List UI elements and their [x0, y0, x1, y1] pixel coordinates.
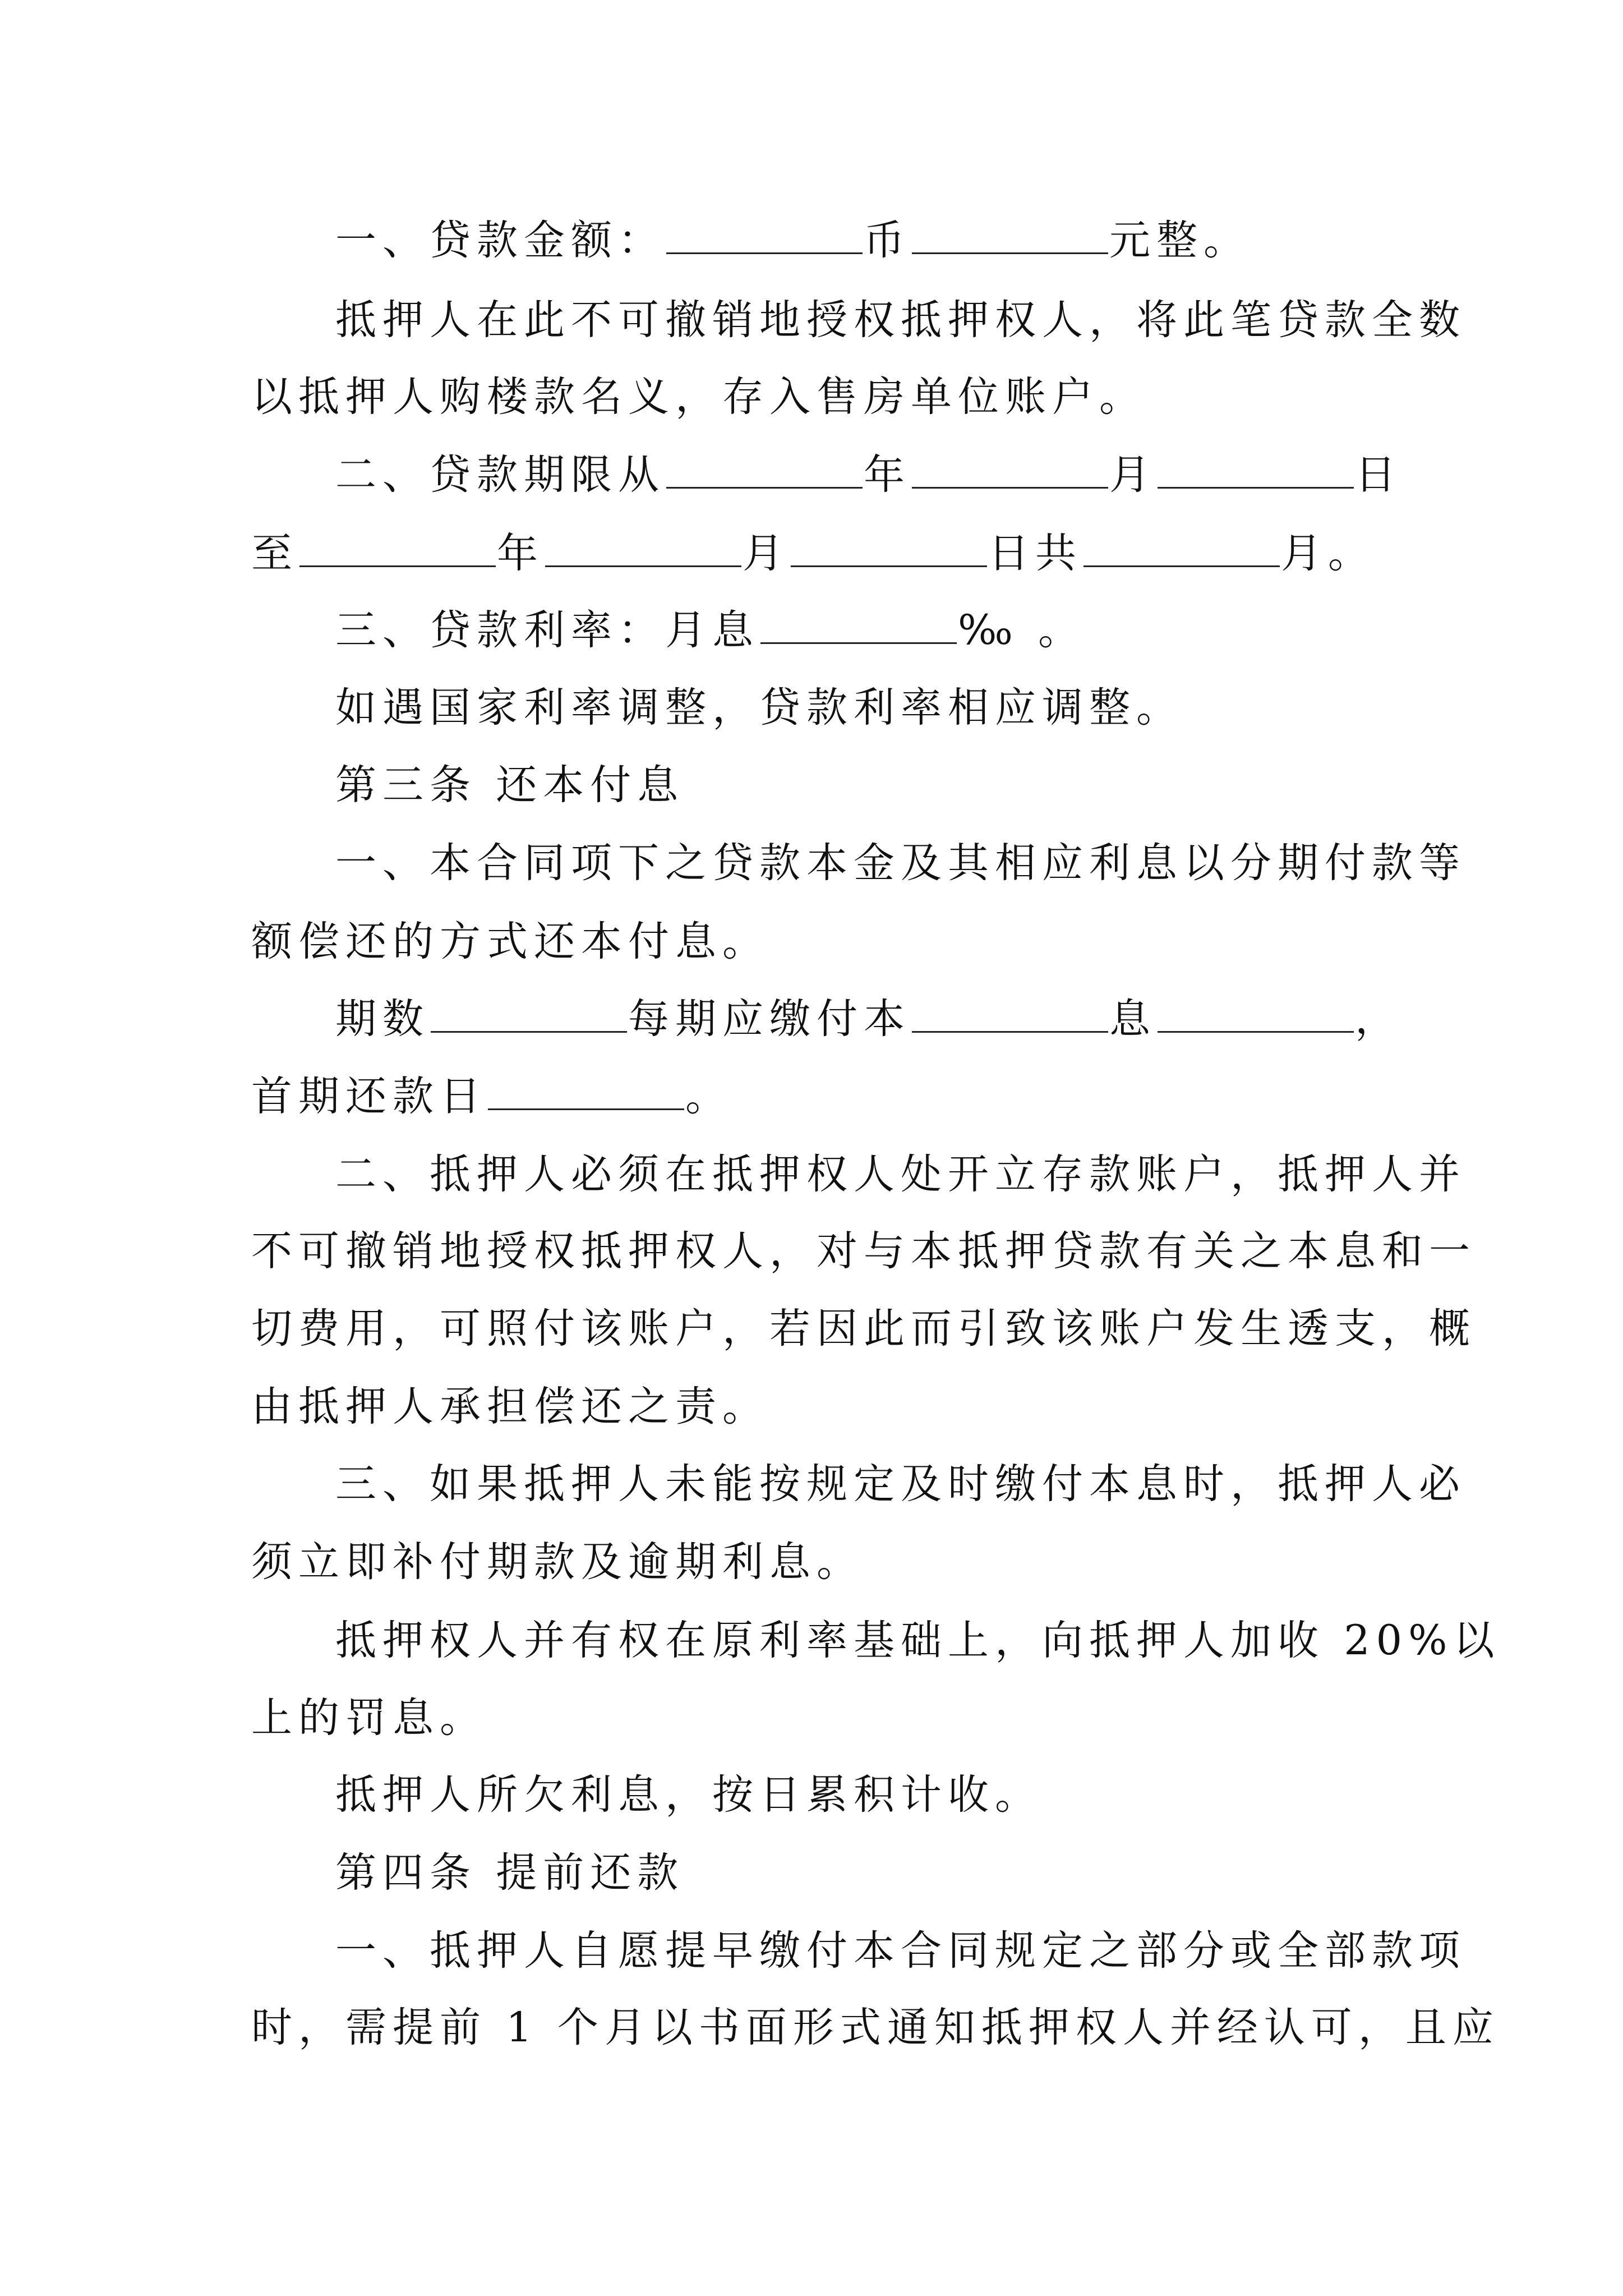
- blank-field: [545, 563, 741, 567]
- text-segment: 上的罚息。: [251, 1694, 487, 1742]
- text-segment: 年: [497, 530, 544, 577]
- paragraph-line: [251, 1305, 1476, 1352]
- text-segment: 抵押人所欠利息，按日累积计收。: [335, 1771, 1042, 1819]
- first-repayment-line: [251, 1073, 732, 1120]
- text-segment: 月: [743, 530, 790, 577]
- blank-field: [488, 1106, 684, 1110]
- blank-field: [912, 250, 1108, 254]
- paragraph-line: [251, 1383, 769, 1430]
- blank-field: [912, 1029, 1108, 1033]
- paragraph-line: [251, 373, 1146, 421]
- loan-term-line-end: [251, 530, 1375, 577]
- text-segment: 二、贷款期限从: [335, 451, 665, 499]
- text-segment: 抵押人在此不可撤销地授权抵押权人，将此笔贷款全数: [335, 296, 1466, 344]
- blank-field: [791, 563, 987, 567]
- paragraph-line: [335, 1617, 1501, 1664]
- text-segment: 第四条 提前还款: [335, 1849, 685, 1897]
- blank-field: [912, 485, 1108, 489]
- paragraph-line: [335, 1460, 1466, 1508]
- loan-term-line: [335, 451, 1402, 499]
- text-segment: 时，需提前 1 个月以书面形式通知抵押权人并经认可，且应: [251, 2004, 1500, 2051]
- text-segment: 月。: [1281, 530, 1375, 577]
- blank-field: [1158, 1029, 1354, 1033]
- paragraph-line: [335, 1151, 1466, 1198]
- text-segment: 额偿还的方式还本付息。: [251, 918, 769, 965]
- text-segment: 币: [864, 217, 911, 264]
- paragraph-line: [251, 918, 769, 965]
- blank-field: [666, 250, 863, 254]
- blank-field: [1083, 563, 1280, 567]
- text-segment: 三、如果抵押人未能按规定及时缴付本息时，抵押人必: [335, 1460, 1466, 1508]
- text-segment: 三、贷款利率：月息: [335, 606, 759, 654]
- blank-field: [1158, 485, 1354, 489]
- installment-line: [335, 995, 1402, 1043]
- text-segment: 息: [1109, 995, 1156, 1043]
- text-segment: 一、本合同项下之贷款本金及其相应利息以分期付款等: [335, 839, 1466, 887]
- text-segment: 年: [864, 451, 911, 499]
- text-segment: 切费用，可照付该账户，若因此而引致该账户发生透支，概: [251, 1305, 1476, 1352]
- paragraph-line: [251, 1694, 487, 1742]
- paragraph-line: [251, 1227, 1476, 1275]
- section-heading: [335, 1849, 685, 1897]
- text-segment: 抵押权人并有权在原利率基础上，向抵押人加收 20%以: [335, 1617, 1501, 1664]
- blank-field: [431, 1029, 627, 1033]
- text-segment: 不可撤销地授权抵押权人，对与本抵押贷款有关之本息和一: [251, 1227, 1476, 1275]
- text-segment: 日共: [988, 530, 1082, 577]
- text-segment: 首期还款日: [251, 1073, 487, 1120]
- text-segment: 一、贷款金额：: [335, 217, 665, 264]
- paragraph-line: [335, 296, 1466, 344]
- text-segment: 期数: [335, 995, 430, 1043]
- document-page: [251, 0, 1501, 2296]
- section-heading: [335, 761, 685, 809]
- text-segment: 至: [251, 530, 298, 577]
- paragraph-line: [335, 839, 1466, 887]
- paragraph-line: [251, 2004, 1500, 2051]
- text-segment: 以抵押人购楼款名义，存入售房单位账户。: [251, 373, 1146, 421]
- text-segment: 二、抵押人必须在抵押权人处开立存款账户，抵押人并: [335, 1151, 1466, 1198]
- text-segment: 如遇国家利率调整，贷款利率相应调整。: [335, 684, 1183, 731]
- text-segment: 一、抵押人自愿提早缴付本合同规定之部分或全部款项: [335, 1927, 1466, 1975]
- blank-field: [299, 563, 496, 567]
- text-segment: 每期应缴付本: [628, 995, 911, 1043]
- text-segment: 由抵押人承担偿还之责。: [251, 1383, 769, 1430]
- text-segment: 月: [1109, 451, 1156, 499]
- blank-field: [666, 485, 863, 489]
- text-segment: ‰ 。: [958, 606, 1086, 654]
- text-segment: 须立即补付期款及逾期利息。: [251, 1538, 864, 1586]
- text-segment: ，: [1355, 995, 1402, 1043]
- paragraph-line: [335, 684, 1183, 731]
- blank-field: [760, 640, 957, 644]
- text-segment: 。: [685, 1073, 732, 1120]
- paragraph-line: [251, 1538, 864, 1586]
- text-segment: 日: [1355, 451, 1402, 499]
- paragraph-line: [335, 1771, 1042, 1819]
- text-segment: 第三条 还本付息: [335, 761, 685, 809]
- loan-amount-line: [335, 217, 1251, 264]
- text-segment: 元整。: [1109, 217, 1251, 264]
- interest-rate-line: [335, 606, 1086, 654]
- paragraph-line: [335, 1927, 1466, 1975]
